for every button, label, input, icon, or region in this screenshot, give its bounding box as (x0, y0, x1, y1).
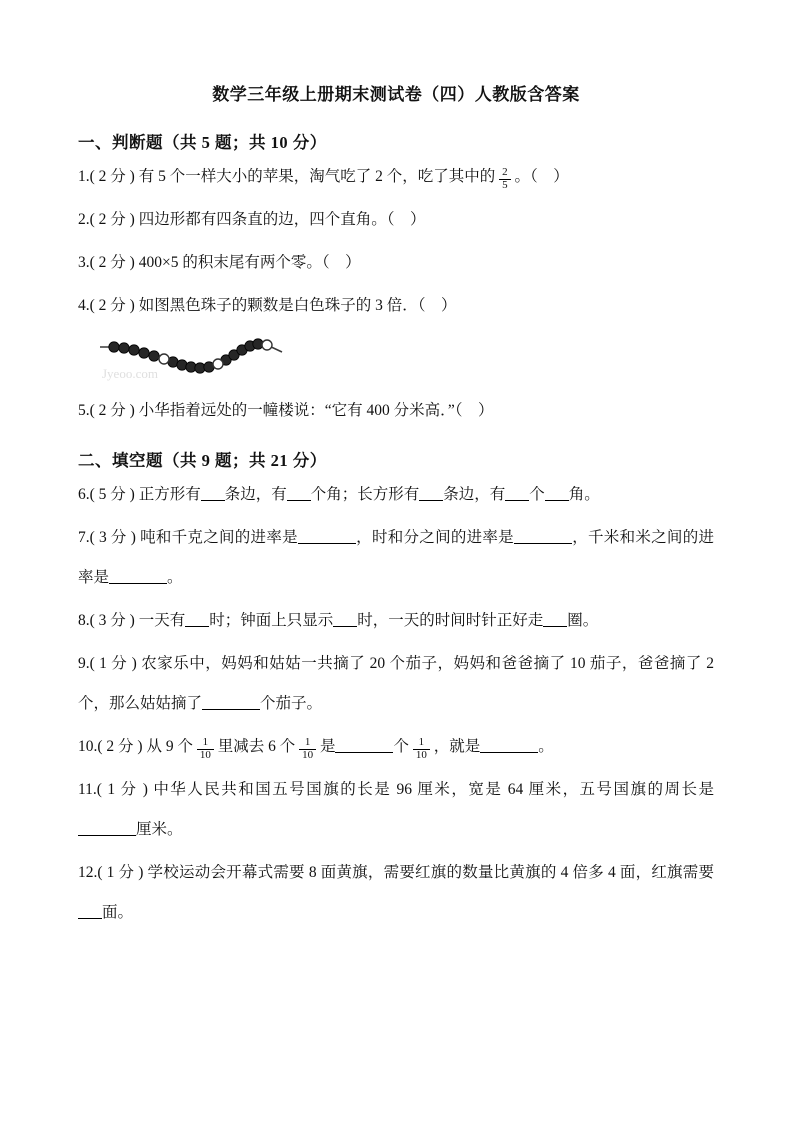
blank-field (298, 529, 356, 544)
blank-field (201, 486, 225, 501)
blank-field (78, 904, 102, 919)
section-fill-blank (78, 447, 714, 933)
white-bead (159, 354, 169, 364)
question-4: 4.( 2 分 ) 如图黑色珠子的颗数是白色珠子的 3 倍．（ ） (78, 297, 457, 314)
watermark-text: Jyeoo.com (102, 366, 158, 381)
blank-field (287, 486, 311, 501)
fraction: $\frac{1}{10}$ (413, 737, 430, 762)
section-judgment-heading: 一、判断题（共 5 题；共 10 分） (78, 133, 327, 152)
fraction: $\frac{2}{5}$ (499, 167, 511, 192)
blank-field (505, 486, 529, 501)
section-fill-blank-heading: 二、填空题（共 9 题；共 21 分） (78, 451, 327, 470)
question-1: 1.( 2 分 ) 有 5 个一样大小的苹果，淘气吃了 2 个，吃了其中的 $\frac{2}{5}$ 。（ ） (78, 166, 569, 191)
question-3: 3.( 2 分 ) 400×5 的积末尾有两个零。（ ） (78, 254, 361, 271)
black-bead (129, 345, 139, 355)
question-8: 8.( 3 分 ) 一天有 时；钟面上只显示 时，一天的时间时针正好走 圈。 (78, 612, 599, 629)
black-bead (177, 360, 187, 370)
question-10: 10.( 2 分 ) 从 9 个 $\frac{1}{10}$ 里减去 6 个 $\frac{1}{10}$ 是 个 $\frac{1}{10}$ ，就是 。 (78, 736, 554, 761)
blank-field (514, 529, 572, 544)
section-judgment-questions (78, 157, 714, 431)
black-bead (149, 351, 159, 361)
question-7: 7.( 3 分 ) 吨和千克之间的进率是 ，时和分之间的进率是 ，千米和米之间的进率是 。 (78, 529, 714, 586)
blank-field (78, 821, 136, 836)
blank-field (543, 612, 567, 627)
beads-figure (94, 330, 714, 388)
white-bead (213, 359, 223, 369)
section-fill-blank-questions (78, 475, 714, 933)
blank-field (419, 486, 443, 501)
beads-image (94, 330, 289, 388)
blank-field (545, 486, 569, 501)
blank-field (335, 738, 393, 753)
blank-field (109, 569, 167, 584)
question-12: 12.( 1 分 ) 学校运动会开幕式需要 8 面黄旗，需要红旗的数量比黄旗的 4 倍多 4 面，红旗需要面。 (78, 864, 714, 921)
fraction: $\frac{1}{10}$ (299, 737, 316, 762)
question-5: 5.( 2 分 ) 小华指着远处的一幢楼说：“它有 400 分米高．”（ ） (78, 402, 494, 419)
white-bead (262, 340, 272, 350)
question-6: 6.( 5 分 ) 正方形有 条边，有 个角；长方形有 条边，有 个 角。 (78, 486, 600, 503)
page-title: 数学三年级上册期末测试卷（四）人教版含答案 (212, 85, 580, 104)
question-2: 2.( 2 分 ) 四边形都有四条直的边，四个直角。（ ） (78, 211, 426, 228)
blank-field (480, 738, 538, 753)
black-bead (109, 342, 119, 352)
blank-field (185, 612, 209, 627)
section-judgment (78, 129, 714, 431)
blank-field (202, 695, 260, 710)
blank-field (333, 612, 357, 627)
question-11: 11.( 1 分 ) 中华人民共和国五号国旗的长是 96 厘米，宽是 64 厘米，五号国旗的周长是厘米。 (78, 781, 714, 838)
fraction: $\frac{1}{10}$ (197, 737, 214, 762)
black-bead (139, 348, 149, 358)
black-bead (119, 343, 129, 353)
question-9: 9.( 1 分 ) 农家乐中，妈妈和姑姑一共摘了 20 个茄子，妈妈和爸爸摘了 10 茄子，爸爸摘了 2 个，那么姑姑摘了 个茄子。 (78, 655, 714, 712)
